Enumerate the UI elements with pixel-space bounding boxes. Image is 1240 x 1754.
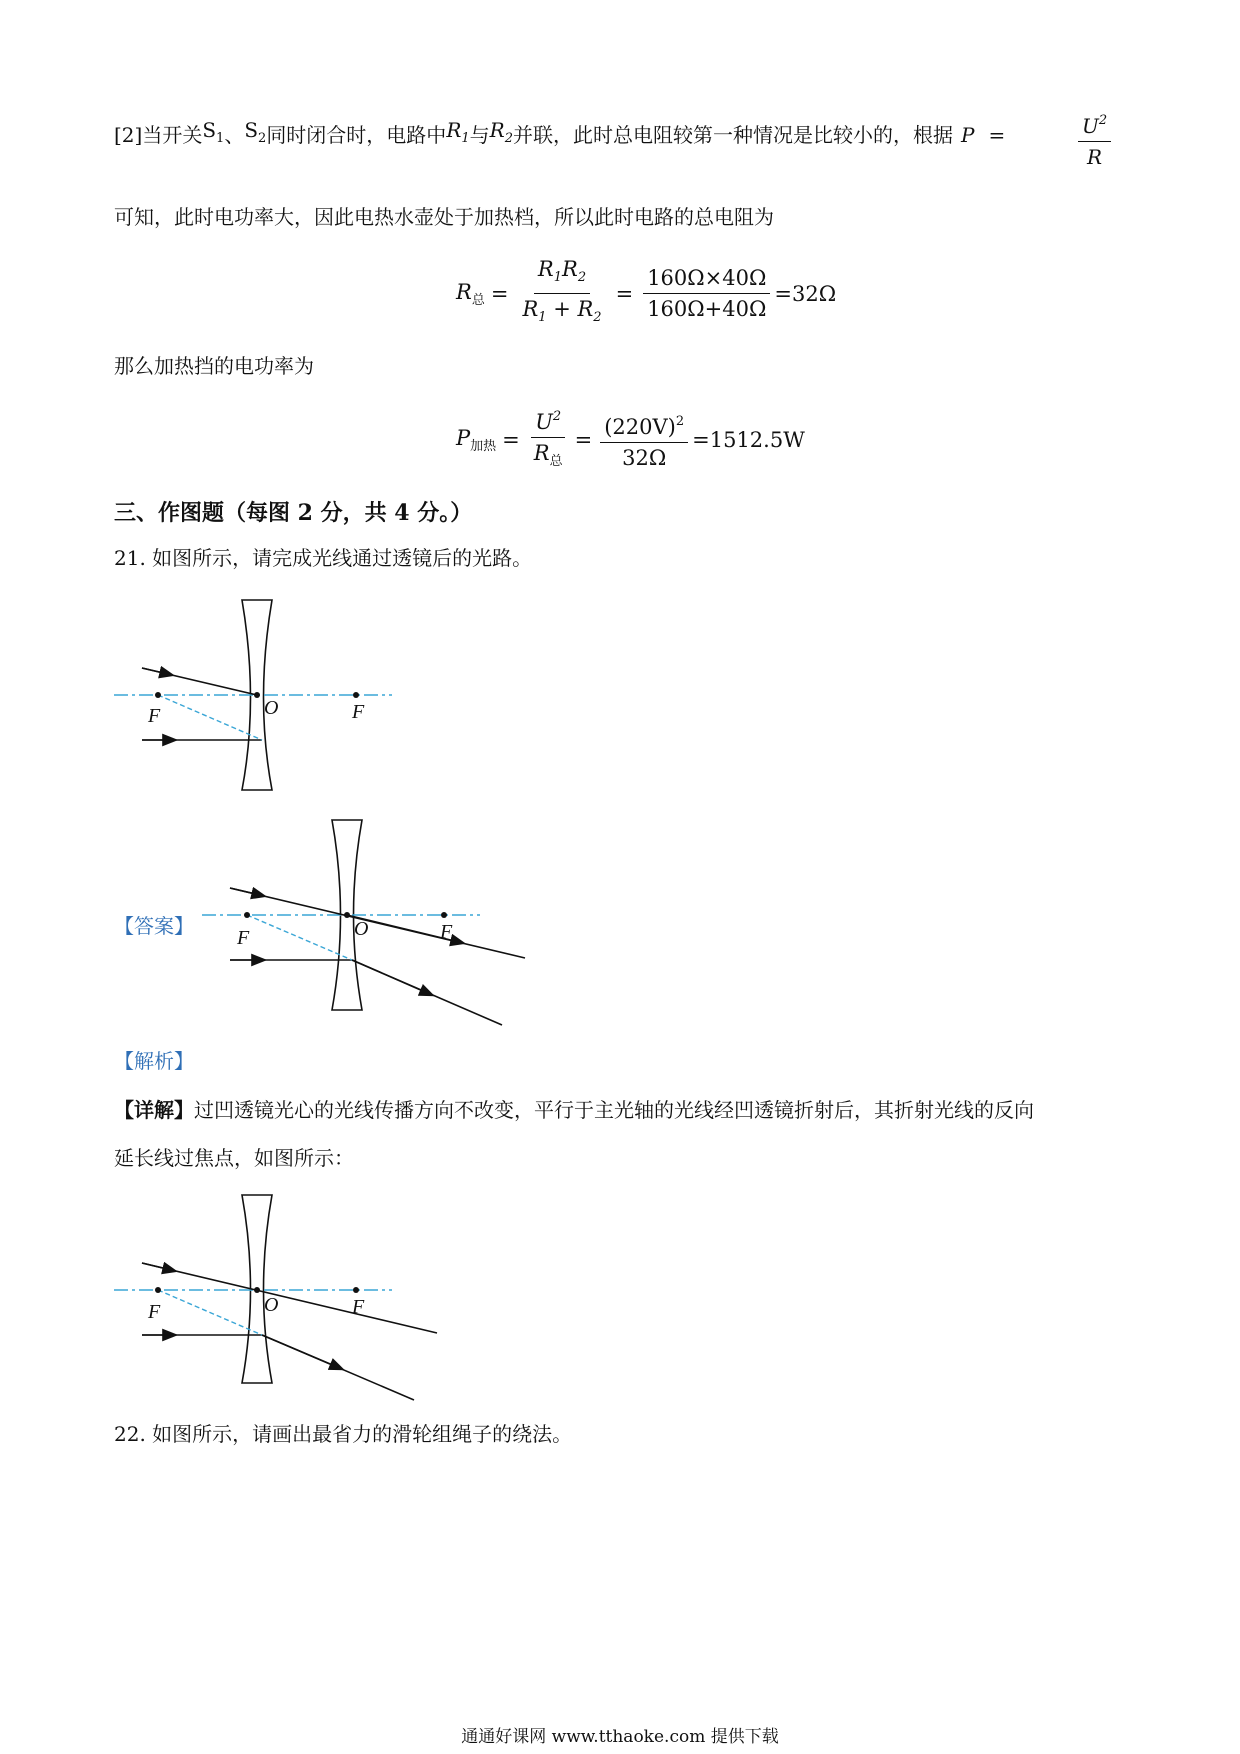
center-label-2: O <box>354 918 369 940</box>
focus-left-label-3: F <box>148 1301 161 1323</box>
eq2-lhs: $P_{加热}$ <box>456 425 497 454</box>
focus-right-label-3: F <box>352 1296 365 1318</box>
eq2-fraction-numeric: $\frac{(220V)^2}{32\Omega}$ <box>600 409 688 471</box>
p1-prefix: [2]当开关 <box>114 122 203 147</box>
p1-and: 与 <box>469 122 490 147</box>
focus-left-label-2: F <box>237 927 250 949</box>
center-label-3: O <box>264 1294 279 1316</box>
question-21: 21. 如图所示，请完成光线通过透镜后的光路。 <box>114 546 533 570</box>
ray-through-center-3-arrow <box>142 1263 175 1271</box>
detail-text-line1: 过凹透镜光心的光线传播方向不改变，平行于主光轴的光线经凹透镜折射后，其折射光线的反向 <box>194 1098 1034 1122</box>
question-22: 22. 如图所示，请画出最省力的滑轮组绳子的绕法。 <box>114 1422 573 1446</box>
focus-right-dot-3 <box>353 1287 359 1293</box>
eq2-result: =1512.5W <box>692 427 805 452</box>
eq1-lhs: $R_总$ <box>456 279 485 308</box>
center-label-1: O <box>264 697 279 719</box>
eq1-fraction-numeric: $\frac{160\Omega\times 40\Omega}{160\Omega+40\Omega}$ <box>643 265 770 322</box>
ray-through-center-3 <box>142 1263 437 1333</box>
switch-s1: $S_1$ <box>202 118 225 146</box>
resistor-r1: $R_1$ <box>446 118 470 146</box>
eq1-fraction-symbolic: $\frac{R_1R_2}{R_1 + R_2}$ <box>522 257 602 325</box>
eq2-equals-2: = <box>574 427 593 452</box>
focus-right-dot-2 <box>441 912 447 918</box>
power-symbol: P <box>961 122 975 147</box>
detail-paragraph <box>114 1096 1034 1124</box>
center-dot-1 <box>254 692 260 698</box>
eq2-fraction-symbolic: $\frac{U^2}{R_总}$ <box>530 404 567 475</box>
power-equals: = <box>988 122 1006 147</box>
analysis-label: 【解析】 <box>114 1049 194 1073</box>
detail-label: 【详解】 <box>114 1098 194 1122</box>
eq1-equals: = <box>490 281 509 306</box>
power-formula-numerator: $U^2$ <box>1078 108 1111 142</box>
detail-text-line2: 延长线过焦点，如图所示： <box>114 1146 354 1170</box>
diagram1 <box>114 600 392 790</box>
virtual-extension-1 <box>158 695 262 740</box>
refracted-ray-3-arrow <box>262 1335 342 1369</box>
focus-left-dot-1 <box>155 692 161 698</box>
ray-through-center-2-arrow1 <box>230 888 264 896</box>
diagram2 <box>202 820 525 1025</box>
page-footer: 通通好课网 www.tthaoke.com 提供下载 <box>461 1727 779 1747</box>
focus-right-label-1: F <box>352 701 365 723</box>
focus-right-dot-1 <box>353 692 359 698</box>
center-dot-3 <box>254 1287 260 1293</box>
answer-label: 【答案】 <box>114 914 194 938</box>
p1-separator: 、 <box>224 122 245 147</box>
focus-left-dot-2 <box>244 912 250 918</box>
section-heading-drawing: 三、作图题（每图 2 分，共 4 分。） <box>114 500 473 526</box>
focus-left-dot-3 <box>155 1287 161 1293</box>
paragraph-heating-power-intro: 那么加热挡的电功率为 <box>114 354 314 378</box>
switch-s2: $S_2$ <box>244 118 267 146</box>
ray-to-center-1-arrow <box>142 668 172 675</box>
p1-mid2: 并联，此时总电阻较第一种情况是比较小的，根据 <box>513 122 953 147</box>
eq1-equals-2: = <box>615 281 634 306</box>
focus-right-label-2: F <box>440 921 453 943</box>
refracted-ray-2-arrow <box>352 960 432 995</box>
center-dot-2 <box>344 912 350 918</box>
power-formula-denominator: R <box>1087 145 1103 169</box>
paragraph-total-resistance-intro: 可知，此时电功率大，因此电热水壶处于加热档，所以此时电路的总电阻为 <box>114 205 774 229</box>
p1-mid1: 同时闭合时，电路中 <box>266 122 447 147</box>
virtual-extension-3 <box>158 1290 262 1335</box>
eq2-equals: = <box>502 427 520 452</box>
focus-left-label-1: F <box>148 705 161 727</box>
resistor-r2: $R_2$ <box>489 118 513 146</box>
diagram3 <box>114 1195 437 1400</box>
eq1-result: =32Ω <box>774 281 837 306</box>
virtual-extension-2 <box>247 915 352 960</box>
